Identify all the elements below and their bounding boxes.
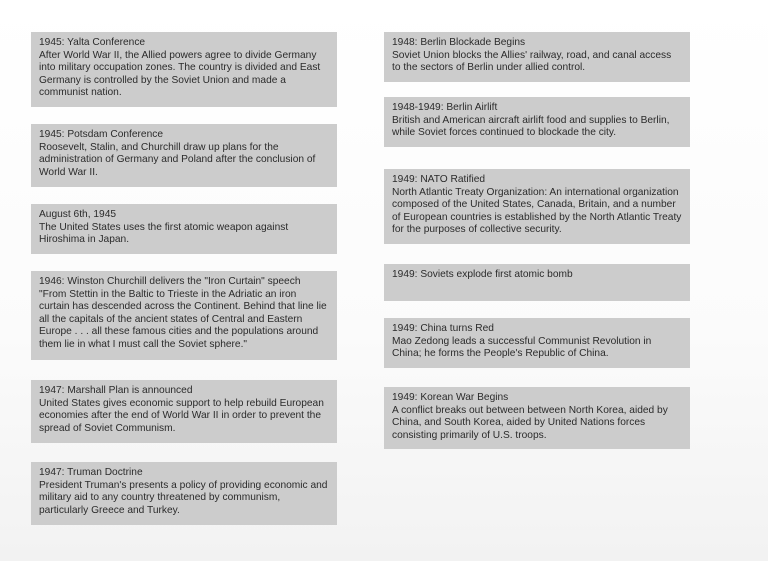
timeline-card-korean-war (384, 387, 690, 449)
card-title: 1948: Berlin Blockade Begins (392, 37, 526, 48)
timeline-card-china-red (384, 318, 690, 368)
card-body: A conflict breaks out between between North Korea, aided by China, and South Korea, aided by United Nations forces consisting primarily of U.S. troops. (392, 404, 668, 441)
card-title: 1949: NATO Ratified (392, 174, 486, 185)
card-title: 1946: Winston Churchill delivers the "Iron Curtain" speech (39, 276, 301, 287)
card-body: President Truman's presents a policy of providing economic and military aid to any country threatened by communism, particularly Greece and Turkey. (39, 479, 328, 516)
card-title: 1947: Marshall Plan is announced (39, 385, 193, 396)
card-title: 1949: Korean War Begins (392, 392, 509, 403)
card-body: Roosevelt, Stalin, and Churchill draw up plans for the administration of Germany and Poland after the conclusion of World War II. (39, 141, 316, 178)
card-title: 1949: China turns Red (392, 323, 494, 334)
card-body: After World War II, the Allied powers agree to divide Germany into military occupation zones. The country is divided and East Germany is controlled by the Soviet Union and made a communist nation. (39, 49, 321, 98)
timeline-card-marshall-plan (31, 380, 337, 443)
timeline-card-truman-doctrine (31, 462, 337, 525)
timeline-card-iron-curtain (31, 271, 337, 360)
timeline-card-nato (384, 169, 690, 244)
card-title: 1947: Truman Doctrine (39, 467, 143, 478)
card-body: North Atlantic Treaty Organization: An international organization composed of the United States, Canada, Britain, and a number of European countries is established by the North Atlantic Treaty for the purposes of collective security. (392, 186, 682, 235)
timeline-card-berlin-airlift (384, 97, 690, 147)
card-body: Mao Zedong leads a successful Communist Revolution in China; he forms the People's Republic of China. (392, 335, 652, 359)
timeline-card-berlin-blockade (384, 32, 690, 82)
timeline-card-potsdam (31, 124, 337, 187)
timeline-card-yalta (31, 32, 337, 107)
card-title: 1949: Soviets explode first atomic bomb (392, 269, 573, 280)
card-body: Soviet Union blocks the Allies' railway, road, and canal access to the sectors of Berlin under allied control. (392, 49, 672, 73)
card-body: United States gives economic support to help rebuild European economies after the end of World War II in order to prevent the spread of Soviet Communism. (39, 397, 324, 434)
timeline-card-soviet-bomb (384, 264, 690, 301)
card-title: August 6th, 1945 (39, 209, 117, 220)
timeline-card-hiroshima (31, 204, 337, 254)
card-body: The United States uses the first atomic weapon against Hiroshima in Japan. (39, 221, 289, 245)
card-body: "From Stettin in the Baltic to Trieste in the Adriatic an iron curtain has descended across the Continent. Behind that line lie all the capitals of the ancient states of Central and Eastern Europe . . . all these famous cities and the populations around them lie in what I must call the Soviet sphere." (39, 288, 327, 350)
card-body: British and American aircraft airlift food and supplies to Berlin, while Soviet forces continued to blockade the city. (392, 114, 670, 138)
card-title: 1948-1949: Berlin Airlift (392, 102, 498, 113)
card-title: 1945: Potsdam Conference (39, 129, 164, 140)
card-title: 1945: Yalta Conference (39, 37, 146, 48)
